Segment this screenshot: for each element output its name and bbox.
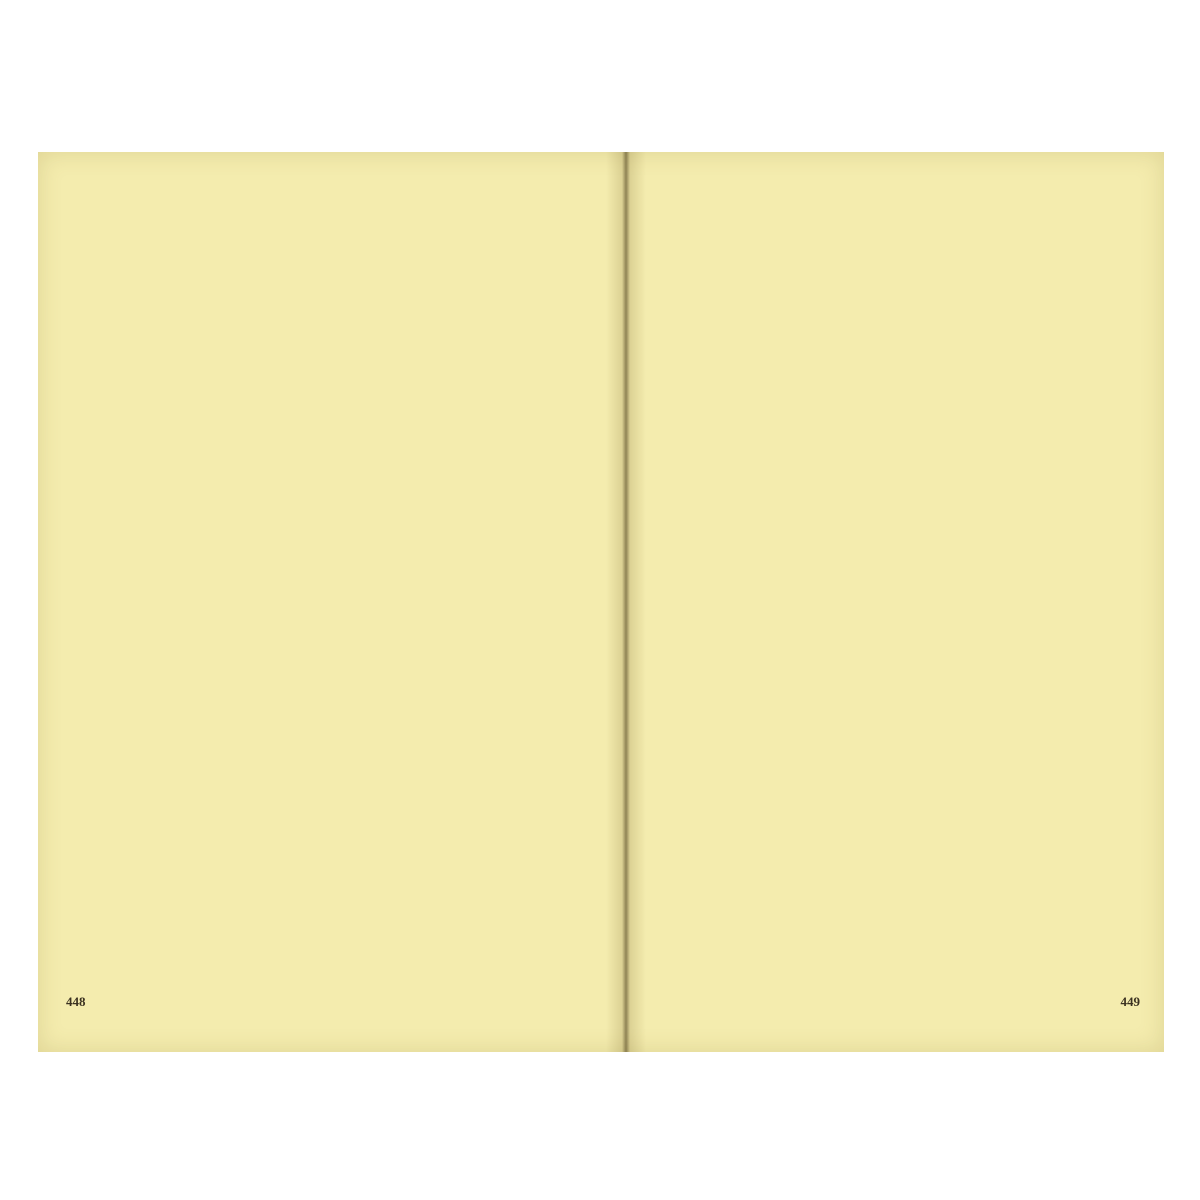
book-gutter bbox=[606, 152, 646, 1052]
page-number-right: 449 bbox=[1120, 994, 1140, 1009]
left-page bbox=[38, 152, 606, 1052]
right-page bbox=[646, 152, 1164, 1052]
book-spread bbox=[38, 152, 1164, 1052]
page-number-left: 448 bbox=[66, 994, 86, 1009]
